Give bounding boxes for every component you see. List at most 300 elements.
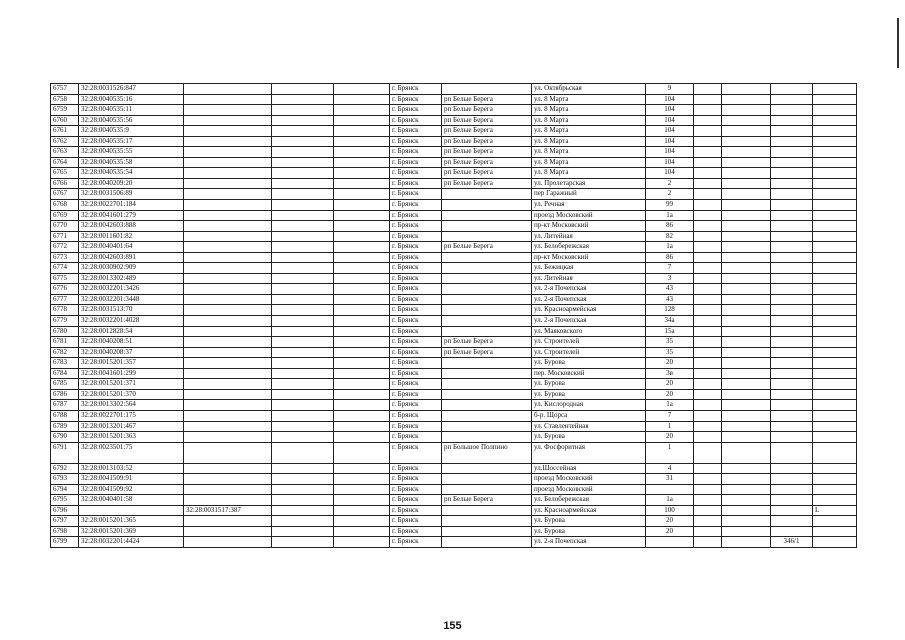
table-cell: 43 <box>646 294 694 305</box>
table-cell: ул. Строителей <box>532 347 646 358</box>
table-cell <box>813 168 857 179</box>
table-cell: ул. 8 Марта <box>532 115 646 126</box>
table-cell <box>184 221 272 232</box>
table-cell: ул. Строителей <box>532 337 646 348</box>
table-cell: 6786 <box>51 389 79 400</box>
table-cell: г. Брянск <box>390 463 442 474</box>
table-cell: ул. 2-я Почепская <box>532 294 646 305</box>
table-cell: пер. Московский <box>532 368 646 379</box>
table-cell <box>272 505 334 516</box>
table-cell <box>771 168 813 179</box>
table-cell <box>694 252 722 263</box>
table-row <box>51 537 857 548</box>
table-cell: 32:28:0023501:75 <box>79 442 184 463</box>
table-cell <box>334 537 390 548</box>
table-row <box>51 105 857 116</box>
table-cell: ул. Бурова <box>532 389 646 400</box>
table-cell <box>272 84 334 95</box>
table-cell <box>334 368 390 379</box>
table-row <box>51 84 857 95</box>
table-cell <box>694 495 722 506</box>
table-row <box>51 94 857 105</box>
table-cell: б-р. Щорса <box>532 410 646 421</box>
table-cell <box>771 273 813 284</box>
table-cell <box>694 189 722 200</box>
table-cell <box>184 252 272 263</box>
table-cell <box>442 526 532 537</box>
table-cell: 32:28:0040401:58 <box>79 495 184 506</box>
table-cell <box>722 326 771 337</box>
table-cell <box>813 252 857 263</box>
table-cell: 6782 <box>51 347 79 358</box>
table-row <box>51 474 857 485</box>
table-cell <box>334 389 390 400</box>
table-cell <box>184 242 272 253</box>
table-cell <box>694 210 722 221</box>
records-table <box>50 83 857 548</box>
table-cell <box>694 442 722 463</box>
table-cell: ул. 8 Марта <box>532 168 646 179</box>
table-cell <box>771 505 813 516</box>
table-cell <box>694 273 722 284</box>
table-cell: 1а <box>646 210 694 221</box>
table-cell: г. Брянск <box>390 200 442 211</box>
table-cell <box>272 400 334 411</box>
table-cell <box>694 484 722 495</box>
table-cell: 1а <box>646 400 694 411</box>
table-cell: 43 <box>646 284 694 295</box>
table-cell <box>184 210 272 221</box>
table-cell: 6763 <box>51 147 79 158</box>
table-cell <box>272 495 334 506</box>
table-cell: рп Большое Полпино <box>442 442 532 463</box>
table-cell <box>334 526 390 537</box>
table-cell <box>722 389 771 400</box>
table-cell <box>771 284 813 295</box>
table-cell: 15а <box>646 326 694 337</box>
table-cell <box>334 84 390 95</box>
table-cell: 32:28:0040535:11 <box>79 105 184 116</box>
table-cell: г. Брянск <box>390 484 442 495</box>
table-cell <box>694 136 722 147</box>
table-cell: 32:28:0032201:4424 <box>79 537 184 548</box>
table-cell <box>184 379 272 390</box>
table-cell <box>722 252 771 263</box>
table-cell: 6784 <box>51 368 79 379</box>
table-cell: рп Белые Берега <box>442 337 532 348</box>
table-cell: 20 <box>646 358 694 369</box>
table-cell <box>813 273 857 284</box>
table-cell: 32:28:0011601:82 <box>79 231 184 242</box>
table-cell <box>184 537 272 548</box>
table-cell: г. Брянск <box>390 105 442 116</box>
table-cell <box>722 210 771 221</box>
table-cell <box>184 157 272 168</box>
table-cell <box>442 84 532 95</box>
table-cell: 20 <box>646 389 694 400</box>
table-cell <box>184 136 272 147</box>
table-cell <box>184 178 272 189</box>
table-cell <box>771 484 813 495</box>
table-cell: ул.Шоссейная <box>532 463 646 474</box>
table-cell <box>184 526 272 537</box>
table-cell <box>334 126 390 137</box>
table-cell: г. Брянск <box>390 326 442 337</box>
table-cell <box>694 537 722 548</box>
table-cell <box>184 284 272 295</box>
table-cell: г. Брянск <box>390 157 442 168</box>
table-cell <box>184 94 272 105</box>
table-cell <box>442 284 532 295</box>
table-cell: ул. Белобережская <box>532 242 646 253</box>
table-cell: 4 <box>646 463 694 474</box>
table-cell <box>334 284 390 295</box>
table-cell <box>442 200 532 211</box>
table-cell <box>442 326 532 337</box>
table-cell: 6789 <box>51 421 79 432</box>
table-cell: ул. Октябрьская <box>532 84 646 95</box>
table-cell: рп Белые Берега <box>442 115 532 126</box>
table-cell <box>771 231 813 242</box>
table-cell <box>694 337 722 348</box>
table-cell: г. Брянск <box>390 442 442 463</box>
table-cell: 104 <box>646 168 694 179</box>
table-cell <box>272 178 334 189</box>
table-cell <box>184 474 272 485</box>
table-cell <box>184 231 272 242</box>
table-cell: г. Брянск <box>390 147 442 158</box>
table-cell: 1 <box>646 421 694 432</box>
table-cell <box>813 84 857 95</box>
table-cell: г. Брянск <box>390 421 442 432</box>
table-row <box>51 210 857 221</box>
table-row <box>51 221 857 232</box>
table-cell <box>694 400 722 411</box>
table-cell <box>813 147 857 158</box>
table-cell: 6769 <box>51 210 79 221</box>
table-cell: 3 <box>646 273 694 284</box>
table-cell <box>272 410 334 421</box>
table-cell: рп Белые Берега <box>442 94 532 105</box>
table-cell <box>334 168 390 179</box>
table-row <box>51 505 857 516</box>
table-cell <box>722 221 771 232</box>
table-cell <box>272 105 334 116</box>
table-cell <box>813 210 857 221</box>
table-cell: ул. Пролетарская <box>532 178 646 189</box>
table-cell: г. Брянск <box>390 168 442 179</box>
table-cell <box>334 252 390 263</box>
table-cell <box>272 526 334 537</box>
table-cell <box>694 105 722 116</box>
table-row <box>51 200 857 211</box>
table-cell: г. Брянск <box>390 94 442 105</box>
table-cell: ул. 8 Марта <box>532 126 646 137</box>
table-cell <box>722 189 771 200</box>
table-row <box>51 294 857 305</box>
table-cell: проезд Московский <box>532 474 646 485</box>
table-cell <box>813 284 857 295</box>
table-cell <box>694 284 722 295</box>
table-cell <box>771 200 813 211</box>
table-cell <box>184 326 272 337</box>
table-cell <box>184 105 272 116</box>
table-cell: 32:28:0031517:387 <box>184 505 272 516</box>
table-cell: 31 <box>646 474 694 485</box>
table-cell: 32:28:0032201:3426 <box>79 284 184 295</box>
table-cell <box>694 242 722 253</box>
table-row <box>51 231 857 242</box>
table-row <box>51 326 857 337</box>
table-cell <box>334 242 390 253</box>
table-cell: 6797 <box>51 516 79 527</box>
table-cell <box>272 115 334 126</box>
table-cell: г. Брянск <box>390 284 442 295</box>
table-cell <box>694 505 722 516</box>
table-cell <box>442 484 532 495</box>
table-cell <box>272 516 334 527</box>
table-cell: рп Белые Берега <box>442 495 532 506</box>
table-row <box>51 432 857 443</box>
table-cell <box>722 273 771 284</box>
table-cell <box>771 516 813 527</box>
table-cell: рп Белые Берега <box>442 126 532 137</box>
table-cell <box>813 368 857 379</box>
table-cell: 6783 <box>51 358 79 369</box>
table-cell: 20 <box>646 516 694 527</box>
table-cell: 82 <box>646 231 694 242</box>
table-cell: 32:28:0015201:371 <box>79 379 184 390</box>
table-cell: г. Брянск <box>390 231 442 242</box>
table-cell <box>813 178 857 189</box>
table-cell: ул. 2-я Почепская <box>532 537 646 548</box>
table-cell <box>272 157 334 168</box>
table-cell <box>771 305 813 316</box>
table-cell <box>442 358 532 369</box>
table-cell: ул. Литейная <box>532 231 646 242</box>
table-cell <box>694 316 722 327</box>
table-cell <box>813 189 857 200</box>
table-row <box>51 379 857 390</box>
table-cell: ул. Бурова <box>532 379 646 390</box>
table-cell <box>184 400 272 411</box>
table-cell: рп Белые Берега <box>442 105 532 116</box>
table-cell: проезд Московский <box>532 210 646 221</box>
table-cell: 128 <box>646 305 694 316</box>
table-cell: 32:28:0031513:70 <box>79 305 184 316</box>
table-cell: проезд Московский <box>532 484 646 495</box>
table-cell <box>272 263 334 274</box>
table-cell <box>184 305 272 316</box>
table-cell: 6795 <box>51 495 79 506</box>
table-cell <box>272 136 334 147</box>
table-cell <box>771 242 813 253</box>
table-cell <box>184 516 272 527</box>
table-cell <box>272 347 334 358</box>
table-cell <box>184 484 272 495</box>
table-cell <box>184 495 272 506</box>
table-cell: 6758 <box>51 94 79 105</box>
table-cell: 104 <box>646 126 694 137</box>
table-cell <box>813 105 857 116</box>
table-cell <box>722 147 771 158</box>
table-cell <box>722 495 771 506</box>
table-cell <box>184 147 272 158</box>
table-cell: 32:28:0013302:489 <box>79 273 184 284</box>
table-cell: 32:28:0040208:51 <box>79 337 184 348</box>
table-cell: рп Белые Берега <box>442 136 532 147</box>
table-cell <box>813 115 857 126</box>
table-cell <box>442 316 532 327</box>
table-cell <box>771 94 813 105</box>
table-cell <box>813 231 857 242</box>
table-cell <box>442 294 532 305</box>
table-cell: г. Брянск <box>390 316 442 327</box>
table-cell <box>722 136 771 147</box>
table-cell: г. Брянск <box>390 368 442 379</box>
table-cell <box>813 221 857 232</box>
table-cell <box>813 136 857 147</box>
table-cell <box>813 389 857 400</box>
table-cell <box>334 263 390 274</box>
table-cell: 6793 <box>51 474 79 485</box>
table-cell <box>722 84 771 95</box>
table-cell: 1 <box>646 442 694 463</box>
table-cell <box>722 400 771 411</box>
table-row <box>51 136 857 147</box>
table-cell: 6791 <box>51 442 79 463</box>
table-cell <box>771 474 813 485</box>
table-cell <box>272 168 334 179</box>
table-cell <box>813 442 857 463</box>
table-row <box>51 252 857 263</box>
table-cell <box>771 263 813 274</box>
table-cell <box>813 157 857 168</box>
table-row <box>51 273 857 284</box>
table-cell <box>442 516 532 527</box>
table-row <box>51 495 857 506</box>
table-cell: ул. Бурова <box>532 358 646 369</box>
table-cell: г. Брянск <box>390 136 442 147</box>
table-cell: ул. Маяковского <box>532 326 646 337</box>
table-cell <box>184 200 272 211</box>
table-cell: 6766 <box>51 178 79 189</box>
table-cell: 32:28:0040535:9 <box>79 126 184 137</box>
table-cell: 6765 <box>51 168 79 179</box>
table-cell <box>334 400 390 411</box>
table-cell <box>722 432 771 443</box>
table-cell <box>813 263 857 274</box>
table-row <box>51 526 857 537</box>
table-row <box>51 157 857 168</box>
table-cell: г. Брянск <box>390 210 442 221</box>
table-cell <box>272 432 334 443</box>
table-cell <box>771 400 813 411</box>
table-cell: г. Брянск <box>390 115 442 126</box>
table-cell: 34а <box>646 316 694 327</box>
table-cell <box>442 432 532 443</box>
table-cell <box>813 200 857 211</box>
table-cell <box>722 200 771 211</box>
table-cell <box>813 526 857 537</box>
table-cell: 1а <box>646 242 694 253</box>
table-cell <box>771 389 813 400</box>
page-number: 155 <box>443 620 462 632</box>
table-cell: 1а <box>646 495 694 506</box>
table-cell: г. Брянск <box>390 537 442 548</box>
table-cell <box>184 463 272 474</box>
table-cell <box>722 516 771 527</box>
table-cell <box>694 168 722 179</box>
table-cell: 6773 <box>51 252 79 263</box>
table-cell <box>442 252 532 263</box>
table-cell: г. Брянск <box>390 337 442 348</box>
table-cell <box>694 516 722 527</box>
table-cell <box>272 305 334 316</box>
table-cell: 32:28:0012828:54 <box>79 326 184 337</box>
table-cell <box>771 221 813 232</box>
table-cell: 2 <box>646 178 694 189</box>
table-cell: 32:28:0031526:847 <box>79 84 184 95</box>
table-cell: пер Гаражный <box>532 189 646 200</box>
table-cell: 32:28:0013201:467 <box>79 421 184 432</box>
table-cell <box>813 126 857 137</box>
table-cell: 32:28:0042603:891 <box>79 252 184 263</box>
table-cell: 6788 <box>51 410 79 421</box>
table-cell: г. Брянск <box>390 495 442 506</box>
table-cell: 6796 <box>51 505 79 516</box>
table-cell: ул. Бежицкая <box>532 263 646 274</box>
table-cell: г. Брянск <box>390 410 442 421</box>
table-cell <box>442 505 532 516</box>
table-cell: 20 <box>646 526 694 537</box>
table-cell <box>813 326 857 337</box>
table-cell <box>771 126 813 137</box>
table-cell <box>694 526 722 537</box>
table-cell: 6767 <box>51 189 79 200</box>
table-cell <box>334 136 390 147</box>
table-cell <box>694 231 722 242</box>
table-cell: ул. Речная <box>532 200 646 211</box>
table-cell: ул. Бурова <box>532 526 646 537</box>
table-cell <box>694 263 722 274</box>
table-cell <box>813 294 857 305</box>
table-cell <box>722 157 771 168</box>
table-cell <box>334 347 390 358</box>
table-cell <box>771 115 813 126</box>
table-cell <box>334 358 390 369</box>
table-cell <box>334 115 390 126</box>
table-cell: г. Брянск <box>390 294 442 305</box>
table-cell: 32:28:0040535:17 <box>79 136 184 147</box>
table-cell: 104 <box>646 115 694 126</box>
table-cell <box>813 516 857 527</box>
table-cell: 6771 <box>51 231 79 242</box>
table-cell <box>442 273 532 284</box>
table-cell <box>334 200 390 211</box>
table-cell <box>722 347 771 358</box>
table-cell <box>722 484 771 495</box>
table-cell <box>813 421 857 432</box>
table-cell <box>771 178 813 189</box>
table-row <box>51 316 857 327</box>
table-cell: г. Брянск <box>390 273 442 284</box>
table-cell <box>722 284 771 295</box>
table-cell: г. Брянск <box>390 347 442 358</box>
table-cell <box>334 484 390 495</box>
table-cell <box>722 368 771 379</box>
table-cell <box>184 421 272 432</box>
